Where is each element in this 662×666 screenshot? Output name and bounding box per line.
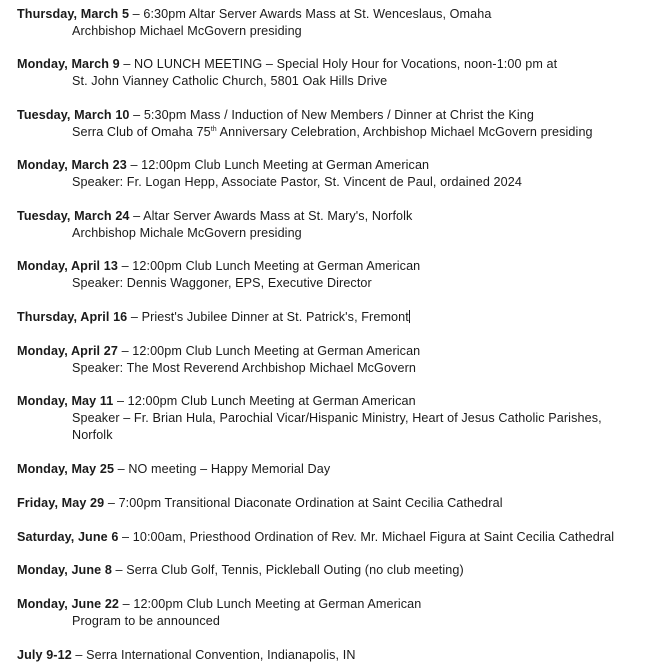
event-entry — [17, 258, 657, 292]
event-entry — [17, 596, 657, 630]
ordinal-suffix: th — [210, 125, 217, 133]
event-entry — [17, 562, 657, 579]
event-date: Thursday, April 16 — [17, 310, 128, 324]
event-detail: St. John Vianney Catholic Church, 5801 Oak Hills Drive — [72, 74, 388, 88]
event-detail: Speaker: Dennis Waggoner, EPS, Executive Director — [72, 276, 372, 290]
event-date: Monday, March 9 — [17, 57, 120, 71]
event-date: Thursday, March 5 — [17, 7, 130, 21]
event-date: Monday, April 13 — [17, 259, 118, 273]
event-description: – Serra Club Golf, Tennis, Pickleball Outing (no club meeting) — [111, 563, 464, 577]
event-description: – Serra International Convention, Indianapolis, IN — [71, 648, 356, 662]
event-description: – NO LUNCH MEETING – Special Holy Hour for Vocations, noon-1:00 pm at — [119, 57, 558, 71]
event-entry — [17, 495, 657, 512]
event-date: Monday, June 8 — [17, 563, 112, 577]
event-date: Monday, April 27 — [17, 344, 118, 358]
text-cursor — [409, 310, 410, 323]
event-entry — [17, 309, 657, 326]
event-description: – 5:30pm Mass / Induction of New Members / Dinner at Christ the King — [129, 108, 535, 122]
event-detail: Speaker – Fr. Brian Hula, Parochial Vicar/Hispanic Ministry, Heart of Jesus Catholic Parishes, — [72, 411, 602, 425]
event-entry — [17, 107, 657, 141]
event-detail: Speaker: The Most Reverend Archbishop Michael McGovern — [72, 361, 416, 375]
event-date: Monday, May 25 — [17, 462, 115, 476]
event-date: July 9-12 — [17, 648, 72, 662]
event-description: – 12:00pm Club Lunch Meeting at German American — [117, 344, 421, 358]
event-entry — [17, 529, 657, 546]
event-description: – 10:00am, Priesthood Ordination of Rev. Mr. Michael Figura at Saint Cecilia Cathedral — [118, 530, 615, 544]
event-description: – 6:30pm Altar Server Awards Mass at St. Wenceslaus, Omaha — [129, 7, 492, 21]
event-entry — [17, 647, 657, 664]
event-description: – Altar Server Awards Mass at St. Mary's, Norfolk — [129, 209, 413, 223]
event-description: – 12:00pm Club Lunch Meeting at German American — [119, 597, 422, 611]
event-entry — [17, 208, 657, 242]
event-detail: Program to be announced — [72, 614, 220, 628]
event-description: – 12:00pm Club Lunch Meeting at German American — [113, 394, 416, 408]
event-date: Monday, June 22 — [17, 597, 120, 611]
event-date: Tuesday, March 24 — [17, 209, 130, 223]
event-description: – Priest's Jubilee Dinner at St. Patrick's, Fremont — [127, 310, 409, 324]
event-detail — [17, 124, 657, 141]
event-detail: Speaker: Fr. Logan Hepp, Associate Pastor, St. Vincent de Paul, ordained 2024 — [72, 175, 522, 189]
event-description: – 12:00pm Club Lunch Meeting at German American — [117, 259, 421, 273]
event-date: Tuesday, March 10 — [17, 108, 130, 122]
event-description: – 12:00pm Club Lunch Meeting at German American — [126, 158, 430, 172]
event-date: Monday, May 11 — [17, 394, 114, 408]
event-entry — [17, 56, 657, 90]
event-entry — [17, 461, 657, 478]
event-detail-text: Anniversary Celebration, Archbishop Michael McGovern presiding — [216, 125, 593, 139]
event-entry — [17, 393, 657, 444]
event-entry — [17, 343, 657, 377]
event-date: Monday, March 23 — [17, 158, 127, 172]
event-description: – NO meeting – Happy Memorial Day — [114, 462, 331, 476]
event-entry — [17, 157, 657, 191]
event-date: Saturday, June 6 — [17, 530, 119, 544]
event-detail: Archbishop Michael McGovern presiding — [72, 24, 302, 38]
event-entry — [17, 6, 657, 40]
event-date: Friday, May 29 — [17, 496, 105, 510]
event-description: – 7:00pm Transitional Diaconate Ordination at Saint Cecilia Cathedral — [104, 496, 503, 510]
event-detail: Archbishop Michale McGovern presiding — [72, 226, 302, 240]
event-detail: Norfolk — [72, 428, 113, 442]
event-detail-text: Serra Club of Omaha 75 — [72, 125, 211, 139]
